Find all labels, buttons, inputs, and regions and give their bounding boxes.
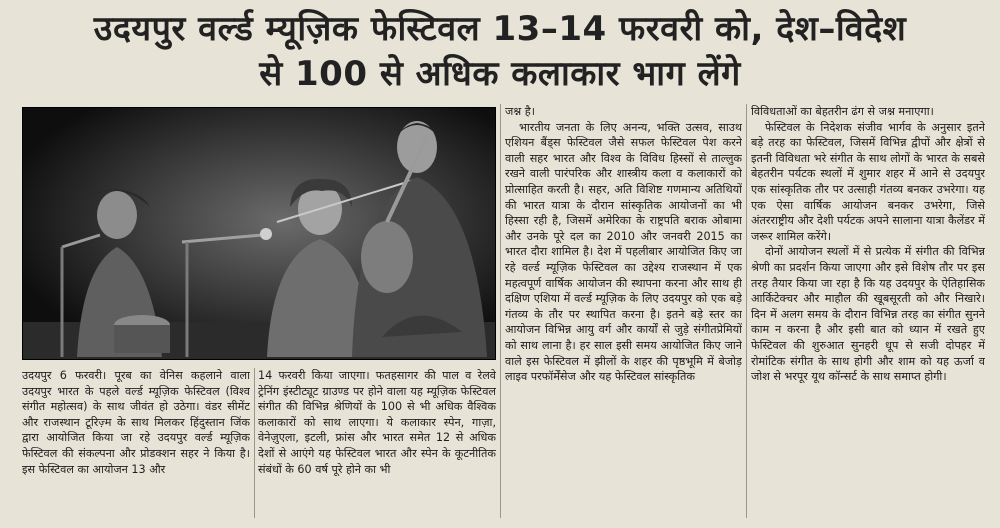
column-divider (746, 104, 747, 518)
paragraph: जश्न है। (505, 105, 535, 118)
paragraph: दोनों आयोजन स्थलों में से प्रत्येक में संगीत की विभिन्न श्रेणी का प्रदर्शन किया जाएगा और इसे विशेष तौर पर इस तरह तैयार किया जा रहा है कि यह उदयपुर के ऐतिहासिक आर्किटेक्चर और माहौल की खूबसूरती को और निखारे। दिन में अलग समय के दौरान विभिन्न तरह का संगीत सुनने काम न करना है और इसी बात को ध्यान में रखते हुए फेस्टिवल की शुरुआत सुनहरी धूप से सजी दोपहर में रोमांटिक संगीत के साथ होगी और शाम को यह ऊर्जा व जोश से भरपूर यूथ कॉन्सर्ट के साथ समाप्त होगी। (751, 245, 985, 384)
article-column-1 (22, 368, 250, 518)
article-column-4 (751, 104, 985, 518)
paragraph: 14 फरवरी किया जाएगा। फतहसागर की पाल व रेलवे ट्रेनिंग इंस्टीट्यूट ग्राउण्ड पर होने वाला यह म्यूज़िक फेस्टिवल संगीत की विभिन्न श्रेणियों के 100 से भी अधिक वैश्विक कलाकारों को साथ लाएगा। ये कलाकार स्पेन, गाज़ा, वेनेज़ुएला, इटली, फ्रांस और भारत समेत 12 से अधिक देशों से आएंगे यह फेस्टिवल भारत और स्पेन के कूटनीतिक संबंधों के 60 वर्ष पूरे होने का भी (258, 369, 496, 476)
paragraph: भारतीय जनता के लिए अनन्य, भक्ति उत्सव, साउथ एशियन बैंड्स फेस्टिवल जैसे सफल फेस्टिवल पेश करने वाली सहर भारत और विश्व के विविध हिस्सों से ताल्लुक रखने वाली पारंपरिक और शास्त्रीय कला व कलाकारों को प्रोत्साहित करती है। सहर, अति विशिष्ट गणमान्य अतिथियों की भारत यात्रा के दौरान सांस्कृतिक आयोजनों का भी हिस्सा रही है, जिसमें अमेरिका के राष्ट्रपति बराक ओबामा और उनके पूरे दल का 2010 और जनवरी 2015 का भारत दौरा शामिल है। देश में पहलीबार आयोजित किए जा रहे वर्ल्ड म्यूज़िक फेस्टिवल का उद्देश्य राजस्थान में एक महत्वपूर्ण वार्षिक आयोजन की स्थापना करना और साथ ही दक्षिण एशिया में वर्ल्ड म्यूज़िक के लिए उदयपुर को एक बड़े गंतव्य के तौर पर स्थापित करना है। इतने बड़े स्तर का आयोजन विभिन्न आयु वर्ग और कार्यों से जुड़े संगीतप्रेमियों को साथ लाना है। हर साल इसी समय आयोजित किए जाने वाले इस फेस्टिवल में झीलों के शहर की पृष्ठभूमि में बेजोड़ लाइव परफॉर्मेंसेज और यह फेस्टिवल सांस्कृतिक (505, 120, 742, 384)
headline-line-1: उदयपुर वर्ल्ड म्यूज़िक फेस्टिवल 13–14 फरवरी को, देश–विदेश (93, 9, 907, 49)
concert-photo (22, 107, 496, 360)
paragraph: फेस्टिवल के निदेशक संजीव भार्गव के अनुसार इतने बड़े तरह का फेस्टिवल, जिसमें विभिन्न द्वीपों और क्षेत्रों से इतनी विविधता भरे संगीत के साथ लोगों के भारत के सबसे बेहतरीन पर्यटक स्थलों में शुमार शहर में आने से उदयपुर एक सांस्कृतिक तौर पर उत्साही गंतव्य बनकर उभरेगा। यह एक ऐसा वार्षिक आयोजन बनकर उभरेगा, जिसे अंतरराष्ट्रीय और देशी पर्यटक अपने सालाना यात्रा कैलेंडर में जरूर शामिल करेंगे। (751, 120, 985, 243)
paragraph: विविधताओं का बेहतरीन ढंग से जश्न मनाएगा। (751, 105, 934, 118)
headline (0, 6, 1000, 96)
article-column-3 (505, 104, 742, 518)
article-column-2 (258, 368, 496, 518)
concert-photo-illustration (22, 107, 496, 360)
column-divider (254, 368, 255, 518)
column-divider (500, 104, 501, 518)
headline-line-2: से 100 से अधिक कलाकार भाग लेंगे (259, 54, 741, 94)
paragraph: उदयपुर 6 फरवरी। पूरब का वेनिस कहलाने वाला उदयपुर भारत के पहले वर्ल्ड म्यूज़िक फेस्टिवल (विश्व संगीत महोत्सव) के साथ जीवंत हो उठेगा। वंडर सीमेंट और राजस्थान टूरिज़्म के साथ मिलकर हिंदुस्तान जिंक द्वारा आयोजित किया जा रहे उदयपुर वर्ल्ड म्यूज़िक फेस्टिवल की संकल्पना और प्रोडक्शन सहर ने किया है। इस फेस्टिवल का आयोजन 13 और (22, 369, 250, 476)
